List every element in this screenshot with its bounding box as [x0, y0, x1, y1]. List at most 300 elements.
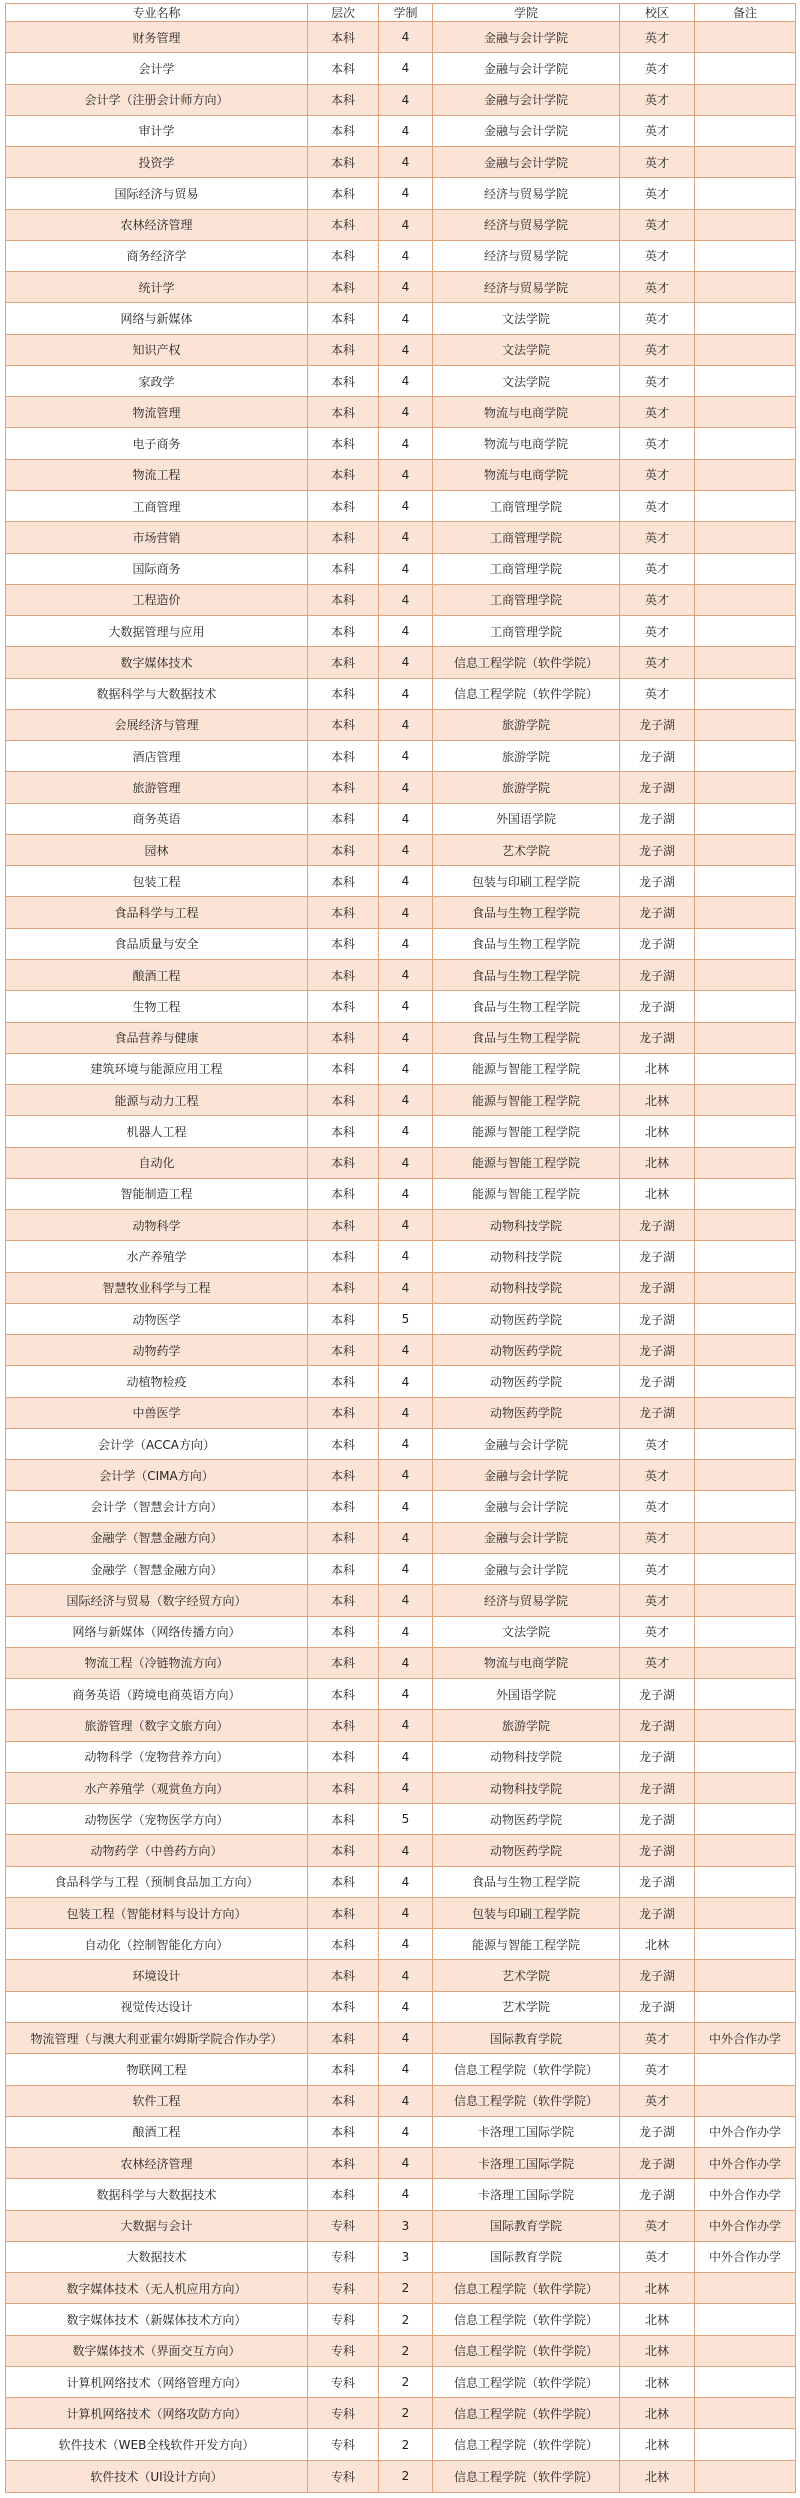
campus-cell: 龙子湖: [620, 1241, 695, 1272]
header-campus: 校区: [620, 4, 695, 22]
level-cell: 本科: [308, 1554, 379, 1585]
college-cell: 金融与会计学院: [433, 22, 620, 53]
level-cell: 本科: [308, 1741, 379, 1772]
campus-cell: 英才: [620, 53, 695, 84]
campus-cell: 英才: [620, 553, 695, 584]
table-row: [6, 1272, 796, 1303]
major-name-cell: 会计学（CIMA方向）: [6, 1460, 308, 1491]
major-name-cell: 计算机网络技术（网络管理方向）: [6, 2366, 308, 2397]
major-name-cell: 软件技术（UI设计方向）: [6, 2460, 308, 2492]
note-cell: [695, 866, 796, 897]
note-cell: [695, 334, 796, 365]
table-row: [6, 1585, 796, 1616]
campus-cell: 龙子湖: [620, 1835, 695, 1866]
duration-cell: 4: [379, 1335, 433, 1366]
table-row: [6, 2116, 796, 2147]
level-cell: 本科: [308, 959, 379, 990]
duration-cell: 4: [379, 772, 433, 803]
level-cell: 本科: [308, 1585, 379, 1616]
duration-cell: 4: [379, 991, 433, 1022]
majors-table: [5, 3, 796, 2493]
college-cell: 金融与会计学院: [433, 1460, 620, 1491]
major-name-cell: 水产养殖学: [6, 1241, 308, 1272]
duration-cell: 4: [379, 1491, 433, 1522]
major-name-cell: 物联网工程: [6, 2054, 308, 2085]
level-cell: 本科: [308, 803, 379, 834]
level-cell: 本科: [308, 334, 379, 365]
level-cell: 本科: [308, 834, 379, 865]
note-cell: [695, 1210, 796, 1241]
note-cell: [695, 897, 796, 928]
campus-cell: 英才: [620, 2054, 695, 2085]
note-cell: [695, 1366, 796, 1397]
table-row: [6, 834, 796, 865]
campus-cell: 英才: [620, 22, 695, 53]
level-cell: 本科: [308, 428, 379, 459]
level-cell: 本科: [308, 2054, 379, 2085]
campus-cell: 龙子湖: [620, 866, 695, 897]
college-cell: 能源与智能工程学院: [433, 1178, 620, 1209]
note-cell: [695, 1178, 796, 1209]
table-row: [6, 1772, 796, 1803]
table-row: [6, 2335, 796, 2366]
college-cell: 食品与生物工程学院: [433, 928, 620, 959]
level-cell: 本科: [308, 397, 379, 428]
level-cell: 本科: [308, 1085, 379, 1116]
duration-cell: 4: [379, 147, 433, 178]
college-cell: 物流与电商学院: [433, 459, 620, 490]
campus-cell: 北林: [620, 1178, 695, 1209]
header-row: [6, 4, 796, 22]
level-cell: 本科: [308, 365, 379, 396]
major-name-cell: 食品营养与健康: [6, 1022, 308, 1053]
note-cell: [695, 1804, 796, 1835]
note-cell: [695, 1741, 796, 1772]
major-name-cell: 审计学: [6, 115, 308, 146]
table-body: [6, 22, 796, 2493]
note-cell: [695, 803, 796, 834]
major-name-cell: 能源与动力工程: [6, 1085, 308, 1116]
level-cell: 本科: [308, 1178, 379, 1209]
college-cell: 物流与电商学院: [433, 428, 620, 459]
table-row: [6, 2054, 796, 2085]
college-cell: 金融与会计学院: [433, 115, 620, 146]
campus-cell: 北林: [620, 1929, 695, 1960]
note-cell: 中外合作办学: [695, 2023, 796, 2054]
table-row: [6, 53, 796, 84]
major-name-cell: 大数据与会计: [6, 2210, 308, 2241]
college-cell: 信息工程学院（软件学院）: [433, 2335, 620, 2366]
college-cell: 经济与贸易学院: [433, 240, 620, 271]
note-cell: [695, 428, 796, 459]
campus-cell: 英才: [620, 522, 695, 553]
duration-cell: 4: [379, 334, 433, 365]
campus-cell: 龙子湖: [620, 1897, 695, 1928]
college-cell: 信息工程学院（软件学院）: [433, 2085, 620, 2116]
major-name-cell: 物流管理（与澳大利亚霍尔姆斯学院合作办学）: [6, 2023, 308, 2054]
major-name-cell: 酿酒工程: [6, 2116, 308, 2147]
duration-cell: 4: [379, 1647, 433, 1678]
college-cell: 金融与会计学院: [433, 53, 620, 84]
level-cell: 本科: [308, 84, 379, 115]
campus-cell: 龙子湖: [620, 1741, 695, 1772]
table-row: [6, 616, 796, 647]
duration-cell: 4: [379, 1710, 433, 1741]
note-cell: [695, 2335, 796, 2366]
college-cell: 信息工程学院（软件学院）: [433, 2429, 620, 2460]
level-cell: 本科: [308, 709, 379, 740]
campus-cell: 英才: [620, 459, 695, 490]
campus-cell: 龙子湖: [620, 803, 695, 834]
major-name-cell: 统计学: [6, 272, 308, 303]
table-row: [6, 209, 796, 240]
college-cell: 国际教育学院: [433, 2241, 620, 2272]
college-cell: 动物医药学院: [433, 1835, 620, 1866]
note-cell: [695, 2366, 796, 2397]
major-name-cell: 数字媒体技术（无人机应用方向）: [6, 2273, 308, 2304]
note-cell: [695, 1053, 796, 1084]
note-cell: [695, 1929, 796, 1960]
table-row: [6, 2366, 796, 2397]
campus-cell: 龙子湖: [620, 1804, 695, 1835]
major-name-cell: 计算机网络技术（网络攻防方向）: [6, 2398, 308, 2429]
table-row: [6, 1178, 796, 1209]
college-cell: 能源与智能工程学院: [433, 1116, 620, 1147]
note-cell: [695, 303, 796, 334]
duration-cell: 4: [379, 1835, 433, 1866]
campus-cell: 英才: [620, 272, 695, 303]
college-cell: 金融与会计学院: [433, 147, 620, 178]
level-cell: 本科: [308, 647, 379, 678]
note-cell: [695, 1960, 796, 1991]
level-cell: 本科: [308, 2148, 379, 2179]
table-row: [6, 1897, 796, 1928]
level-cell: 本科: [308, 2085, 379, 2116]
table-row: [6, 2273, 796, 2304]
college-cell: 工商管理学院: [433, 490, 620, 521]
level-cell: 专科: [308, 2241, 379, 2272]
note-cell: [695, 1991, 796, 2022]
table-row: [6, 1960, 796, 1991]
note-cell: [695, 1085, 796, 1116]
table-row: [6, 2460, 796, 2492]
duration-cell: 4: [379, 1428, 433, 1459]
campus-cell: 龙子湖: [620, 2116, 695, 2147]
level-cell: 本科: [308, 1897, 379, 1928]
note-cell: [695, 84, 796, 115]
college-cell: 能源与智能工程学院: [433, 1147, 620, 1178]
duration-cell: 4: [379, 928, 433, 959]
table-row: [6, 1085, 796, 1116]
level-cell: 本科: [308, 303, 379, 334]
level-cell: 本科: [308, 991, 379, 1022]
duration-cell: 4: [379, 1053, 433, 1084]
duration-cell: 4: [379, 647, 433, 678]
duration-cell: 4: [379, 2085, 433, 2116]
level-cell: 本科: [308, 1241, 379, 1272]
table-row: [6, 2241, 796, 2272]
table-row: [6, 1741, 796, 1772]
duration-cell: 4: [379, 553, 433, 584]
major-name-cell: 视觉传达设计: [6, 1991, 308, 2022]
major-name-cell: 旅游管理（数字文旅方向）: [6, 1710, 308, 1741]
major-name-cell: 数字媒体技术（新媒体技术方向）: [6, 2304, 308, 2335]
campus-cell: 英才: [620, 303, 695, 334]
major-name-cell: 包装工程（智能材料与设计方向）: [6, 1897, 308, 1928]
duration-cell: 4: [379, 834, 433, 865]
duration-cell: 5: [379, 1804, 433, 1835]
campus-cell: 英才: [620, 1491, 695, 1522]
table-row: [6, 303, 796, 334]
major-name-cell: 水产养殖学（观赏鱼方向）: [6, 1772, 308, 1803]
header-college: 学院: [433, 4, 620, 22]
level-cell: 本科: [308, 928, 379, 959]
campus-cell: 英才: [620, 647, 695, 678]
college-cell: 工商管理学院: [433, 584, 620, 615]
major-name-cell: 工程造价: [6, 584, 308, 615]
college-cell: 外国语学院: [433, 1679, 620, 1710]
campus-cell: 龙子湖: [620, 928, 695, 959]
table-row: [6, 928, 796, 959]
duration-cell: 4: [379, 2148, 433, 2179]
table-header: [6, 4, 796, 22]
note-cell: [695, 1397, 796, 1428]
table-row: [6, 1804, 796, 1835]
major-name-cell: 动物医学（宠物医学方向）: [6, 1804, 308, 1835]
table-row: [6, 1522, 796, 1553]
campus-cell: 龙子湖: [620, 1303, 695, 1334]
major-name-cell: 数字媒体技术（界面交互方向）: [6, 2335, 308, 2366]
table-row: [6, 272, 796, 303]
note-cell: [695, 2429, 796, 2460]
table-row: [6, 1116, 796, 1147]
duration-cell: 4: [379, 1522, 433, 1553]
major-name-cell: 机器人工程: [6, 1116, 308, 1147]
note-cell: [695, 1710, 796, 1741]
duration-cell: 4: [379, 803, 433, 834]
college-cell: 信息工程学院（软件学院）: [433, 2054, 620, 2085]
major-name-cell: 自动化（控制智能化方向）: [6, 1929, 308, 1960]
level-cell: 本科: [308, 616, 379, 647]
level-cell: 本科: [308, 1397, 379, 1428]
campus-cell: 北林: [620, 2366, 695, 2397]
major-name-cell: 旅游管理: [6, 772, 308, 803]
campus-cell: 英才: [620, 1460, 695, 1491]
college-cell: 包装与印刷工程学院: [433, 1897, 620, 1928]
campus-cell: 英才: [620, 115, 695, 146]
table-row: [6, 1647, 796, 1678]
table-row: [6, 2398, 796, 2429]
college-cell: 食品与生物工程学院: [433, 1022, 620, 1053]
campus-cell: 北林: [620, 2460, 695, 2492]
note-cell: [695, 2273, 796, 2304]
major-name-cell: 食品质量与安全: [6, 928, 308, 959]
level-cell: 专科: [308, 2366, 379, 2397]
level-cell: 本科: [308, 1210, 379, 1241]
note-cell: [695, 1491, 796, 1522]
college-cell: 艺术学院: [433, 834, 620, 865]
college-cell: 艺术学院: [433, 1991, 620, 2022]
note-cell: [695, 115, 796, 146]
campus-cell: 北林: [620, 2429, 695, 2460]
note-cell: [695, 1335, 796, 1366]
table-row: [6, 1835, 796, 1866]
header-major-name: 专业名称: [6, 4, 308, 22]
duration-cell: 4: [379, 1460, 433, 1491]
table-row: [6, 1428, 796, 1459]
campus-cell: 龙子湖: [620, 2148, 695, 2179]
note-cell: [695, 1022, 796, 1053]
major-name-cell: 软件工程: [6, 2085, 308, 2116]
table-row: [6, 647, 796, 678]
note-cell: [695, 1147, 796, 1178]
major-name-cell: 数据科学与大数据技术: [6, 678, 308, 709]
college-cell: 信息工程学院（软件学院）: [433, 647, 620, 678]
note-cell: [695, 2304, 796, 2335]
major-name-cell: 数字媒体技术: [6, 647, 308, 678]
college-cell: 能源与智能工程学院: [433, 1929, 620, 1960]
note-cell: [695, 991, 796, 1022]
college-cell: 动物科技学院: [433, 1772, 620, 1803]
college-cell: 金融与会计学院: [433, 1491, 620, 1522]
college-cell: 旅游学院: [433, 1710, 620, 1741]
campus-cell: 北林: [620, 2304, 695, 2335]
table-row: [6, 1866, 796, 1897]
college-cell: 动物科技学院: [433, 1272, 620, 1303]
major-name-cell: 金融学（智慧金融方向）: [6, 1554, 308, 1585]
table-row: [6, 678, 796, 709]
campus-cell: 龙子湖: [620, 1335, 695, 1366]
duration-cell: 4: [379, 2054, 433, 2085]
college-cell: 能源与智能工程学院: [433, 1053, 620, 1084]
level-cell: 本科: [308, 240, 379, 271]
note-cell: [695, 2054, 796, 2085]
major-name-cell: 知识产权: [6, 334, 308, 365]
level-cell: 本科: [308, 1710, 379, 1741]
college-cell: 动物医药学院: [433, 1397, 620, 1428]
table-row: [6, 522, 796, 553]
table-row: [6, 1491, 796, 1522]
campus-cell: 龙子湖: [620, 1272, 695, 1303]
college-cell: 动物医药学院: [433, 1303, 620, 1334]
college-cell: 经济与贸易学院: [433, 178, 620, 209]
major-name-cell: 会计学（注册会计师方向）: [6, 84, 308, 115]
table-row: [6, 365, 796, 396]
college-cell: 物流与电商学院: [433, 1647, 620, 1678]
note-cell: [695, 709, 796, 740]
level-cell: 本科: [308, 115, 379, 146]
level-cell: 本科: [308, 1522, 379, 1553]
note-cell: [695, 1428, 796, 1459]
level-cell: 本科: [308, 178, 379, 209]
college-cell: 文法学院: [433, 1616, 620, 1647]
table-row: [6, 334, 796, 365]
note-cell: [695, 928, 796, 959]
level-cell: 本科: [308, 209, 379, 240]
table-row: [6, 741, 796, 772]
level-cell: 本科: [308, 553, 379, 584]
duration-cell: 4: [379, 365, 433, 396]
level-cell: 本科: [308, 897, 379, 928]
level-cell: 本科: [308, 2179, 379, 2210]
note-cell: [695, 584, 796, 615]
duration-cell: 2: [379, 2335, 433, 2366]
duration-cell: 4: [379, 84, 433, 115]
table-row: [6, 115, 796, 146]
college-cell: 文法学院: [433, 334, 620, 365]
note-cell: 中外合作办学: [695, 2116, 796, 2147]
level-cell: 本科: [308, 678, 379, 709]
college-cell: 卡洛理工国际学院: [433, 2148, 620, 2179]
college-cell: 工商管理学院: [433, 616, 620, 647]
major-name-cell: 酒店管理: [6, 741, 308, 772]
college-cell: 动物医药学院: [433, 1366, 620, 1397]
duration-cell: 5: [379, 1303, 433, 1334]
note-cell: 中外合作办学: [695, 2241, 796, 2272]
campus-cell: 英才: [620, 334, 695, 365]
level-cell: 本科: [308, 1116, 379, 1147]
note-cell: [695, 22, 796, 53]
duration-cell: 4: [379, 1022, 433, 1053]
major-name-cell: 国际商务: [6, 553, 308, 584]
college-cell: 文法学院: [433, 365, 620, 396]
note-cell: [695, 1116, 796, 1147]
level-cell: 本科: [308, 1366, 379, 1397]
duration-cell: 4: [379, 616, 433, 647]
campus-cell: 龙子湖: [620, 991, 695, 1022]
campus-cell: 龙子湖: [620, 772, 695, 803]
campus-cell: 龙子湖: [620, 1866, 695, 1897]
note-cell: [695, 240, 796, 271]
note-cell: [695, 53, 796, 84]
major-name-cell: 会计学: [6, 53, 308, 84]
table-row: [6, 803, 796, 834]
note-cell: [695, 1272, 796, 1303]
major-name-cell: 电子商务: [6, 428, 308, 459]
table-row: [6, 772, 796, 803]
level-cell: 本科: [308, 584, 379, 615]
table-row: [6, 490, 796, 521]
campus-cell: 英才: [620, 1428, 695, 1459]
major-name-cell: 环境设计: [6, 1960, 308, 1991]
duration-cell: 4: [379, 459, 433, 490]
note-cell: [695, 490, 796, 521]
level-cell: 本科: [308, 1272, 379, 1303]
note-cell: [695, 1897, 796, 1928]
duration-cell: 4: [379, 1085, 433, 1116]
table-row: [6, 459, 796, 490]
campus-cell: 龙子湖: [620, 959, 695, 990]
note-cell: [695, 1647, 796, 1678]
level-cell: 本科: [308, 22, 379, 53]
level-cell: 专科: [308, 2304, 379, 2335]
duration-cell: 4: [379, 1897, 433, 1928]
table-row: [6, 2210, 796, 2241]
table-row: [6, 1147, 796, 1178]
table-row: [6, 2148, 796, 2179]
college-cell: 动物科技学院: [433, 1210, 620, 1241]
campus-cell: 英才: [620, 1585, 695, 1616]
duration-cell: 4: [379, 1741, 433, 1772]
duration-cell: 4: [379, 959, 433, 990]
table-row: [6, 1022, 796, 1053]
major-name-cell: 商务英语（跨境电商英语方向）: [6, 1679, 308, 1710]
major-name-cell: 家政学: [6, 365, 308, 396]
level-cell: 本科: [308, 1491, 379, 1522]
level-cell: 本科: [308, 1647, 379, 1678]
level-cell: 本科: [308, 1428, 379, 1459]
note-cell: [695, 365, 796, 396]
